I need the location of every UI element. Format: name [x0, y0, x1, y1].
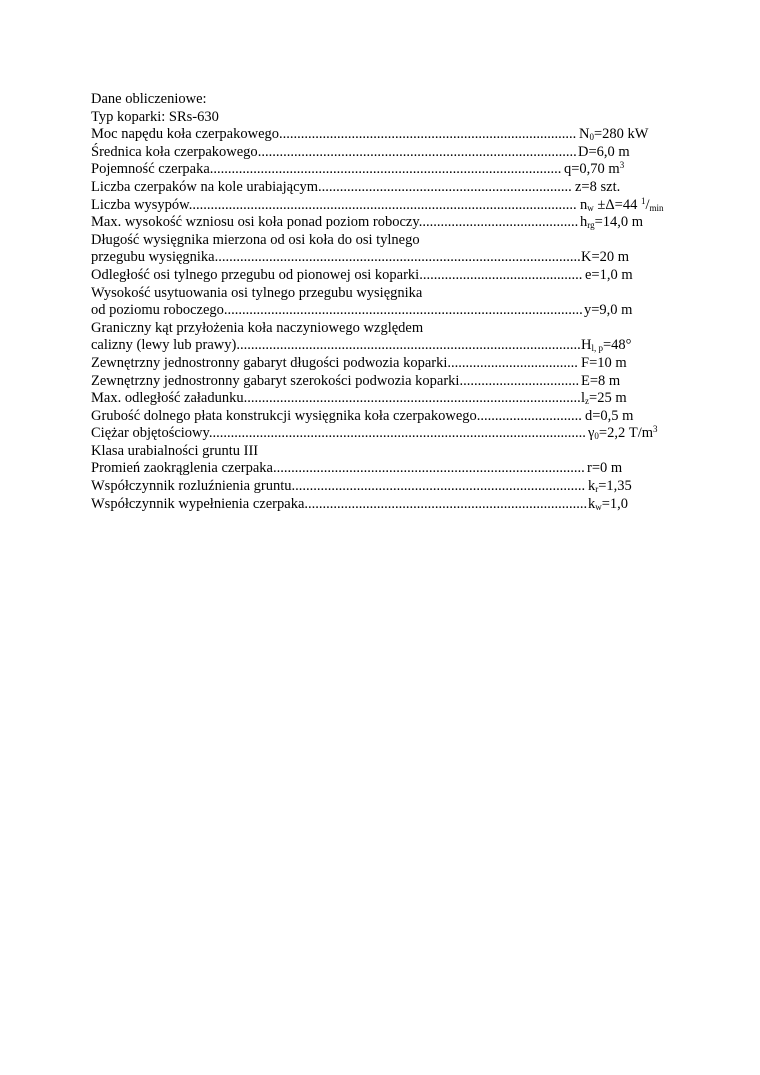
- value-subscript: min: [649, 202, 664, 213]
- excavator-type: Typ koparki: SRs-630: [91, 108, 219, 125]
- parameter-label: Średnica koła czerpakowego: [91, 143, 258, 160]
- value-subscript: rg: [587, 220, 595, 231]
- value-symbol: y=9,0 m: [584, 302, 633, 319]
- value-symbol: r=0 m: [587, 460, 623, 477]
- parameter-label: Grubość dolnego płata konstrukcji wysięgnika koła czerpakowego: [91, 407, 477, 424]
- parameter-label: calizny (lewy lub prawy): [91, 337, 237, 354]
- parameter-value: [581, 249, 629, 267]
- value-text: =48°: [603, 337, 632, 354]
- value-text: =25 m: [589, 390, 627, 407]
- text-line: Klasa urabialności gruntu III: [91, 442, 259, 459]
- dot-leader: .............................................................................................: [243, 390, 581, 407]
- parameter-label: Zewnętrzny jednostronny gabaryt długości podwozia koparki: [91, 354, 448, 371]
- value-symbol: H: [581, 337, 592, 354]
- parameter-label: Współczynnik rozluźnienia gruntu: [91, 478, 292, 495]
- value-superscript: 3: [653, 424, 658, 435]
- value-superscript: 1: [640, 195, 646, 206]
- value-symbol: E=8 m: [581, 372, 621, 389]
- parameter-value: [584, 302, 632, 320]
- value-text: =1,35: [598, 478, 632, 495]
- value-symbol: n: [580, 196, 588, 213]
- value-subscript: r: [595, 484, 599, 495]
- dot-leader: ...........................................................................................................: [188, 196, 577, 213]
- value-symbol: q=0,70 m: [564, 161, 620, 178]
- value-symbol: K=20 m: [581, 249, 630, 266]
- value-subscript: z: [585, 396, 590, 407]
- parameter-label: przegubu wysięgnika: [91, 249, 215, 266]
- parameter-value: [581, 390, 627, 408]
- parameter-label: Promień zaokrąglenia czerpaka: [91, 460, 273, 477]
- parameter-value: [588, 496, 628, 514]
- parameter-row: [91, 143, 630, 162]
- parameter-value: [564, 161, 624, 179]
- parameter-value: [588, 425, 658, 443]
- parameter-value: [581, 373, 620, 391]
- dot-leader: ....................................: [447, 354, 578, 371]
- parameter-label: Max. wysokość wzniosu osi koła ponad poziom roboczy: [91, 214, 419, 231]
- parameter-value: [587, 460, 622, 478]
- dot-leader: ......................................................................: [318, 178, 572, 195]
- parameter-row: [91, 372, 621, 391]
- parameter-row: [91, 424, 658, 443]
- value-symbol: h: [580, 214, 588, 231]
- value-text: =14,0 m: [594, 214, 644, 231]
- parameter-row: [91, 337, 632, 355]
- parameter-label: Liczba czerpaków na kole urabiającym: [91, 178, 319, 195]
- parameter-label: Moc napędu koła czerpakowego: [91, 126, 280, 143]
- parameter-label: Liczba wysypów: [91, 196, 189, 213]
- value-symbol: k: [588, 478, 596, 495]
- value-symbol: N: [579, 126, 590, 143]
- value-text: /: [645, 196, 650, 213]
- dot-leader: ......................................................................................: [272, 460, 585, 477]
- parameter-label: Pojemność czerpaka: [91, 161, 210, 178]
- dot-leader: ........................................................................................: [257, 143, 577, 160]
- value-symbol: D=6,0 m: [578, 143, 630, 160]
- text-line: Długość wysięgnika mierzona od osi koła do osi tylnego: [91, 231, 420, 248]
- text-line: Graniczny kąt przyłożenia koła naczyniowego względem: [91, 319, 424, 336]
- parameter-row: [91, 478, 632, 496]
- parameter-value: [575, 179, 620, 197]
- dot-leader: .................................: [459, 372, 580, 389]
- value-symbol: γ: [588, 425, 595, 442]
- value-symbol: l: [581, 390, 586, 407]
- value-text: ±Δ=44: [593, 196, 641, 213]
- parameter-row: [91, 249, 630, 267]
- value-symbol: F=10 m: [581, 354, 627, 371]
- dot-leader: .................................................................................: [291, 478, 586, 495]
- parameter-value: [588, 478, 632, 496]
- dot-leader: ...............................................................................................: [236, 337, 581, 354]
- value-symbol: k: [588, 495, 596, 512]
- value-subscript: 0: [589, 132, 594, 143]
- parameter-row: [91, 354, 627, 373]
- parameter-value: [585, 408, 633, 426]
- dot-leader: ...................................................................................................: [223, 302, 583, 319]
- parameter-row: [91, 160, 625, 179]
- parameter-label: Odległość osi tylnego przegubu od pionowej osi koparki: [91, 266, 420, 283]
- value-text: =1,0: [601, 495, 629, 512]
- dot-leader: ............................................: [418, 214, 579, 231]
- parameter-value: [580, 214, 643, 232]
- value-symbol: d=0,5 m: [585, 407, 634, 424]
- parameter-label: od poziomu roboczego: [91, 302, 224, 319]
- value-superscript: 3: [619, 160, 625, 171]
- dot-leader: ........................................................................................................: [208, 425, 586, 442]
- parameter-row: [91, 178, 621, 197]
- parameter-value: [585, 267, 633, 285]
- value-text: =2,2 T/m: [598, 425, 654, 442]
- parameter-label: Zewnętrzny jednostronny gabaryt szerokości podwozia koparki: [91, 372, 460, 389]
- value-text: =280 kW: [593, 126, 649, 143]
- parameter-row: [91, 126, 649, 144]
- value-subscript: w: [595, 501, 602, 512]
- parameter-value: [578, 144, 630, 162]
- dot-leader: .....................................................................................................: [214, 249, 581, 266]
- parameter-label: Współczynnik wypełnienia czerpaka: [91, 495, 305, 512]
- parameter-row: [91, 214, 644, 232]
- parameter-row: [91, 390, 627, 408]
- parameter-value: [580, 197, 664, 215]
- parameter-row: [91, 266, 633, 285]
- dot-leader: .............................................: [419, 266, 583, 283]
- parameter-row: [91, 460, 623, 478]
- dot-leader: .................................................................................................: [209, 161, 562, 178]
- parameter-value: [581, 355, 627, 373]
- parameter-value: [579, 126, 648, 144]
- value-subscript: l, p: [591, 343, 603, 354]
- dot-leader: ..................................................................................: [279, 126, 577, 143]
- dot-leader: ..............................................................................: [304, 495, 588, 512]
- parameter-label: Ciężar objętościowy: [91, 425, 209, 442]
- dot-leader: .............................: [476, 407, 582, 424]
- parameter-row: [91, 407, 634, 426]
- value-subscript: w: [587, 202, 594, 213]
- parameter-row: [91, 302, 633, 320]
- parameter-row: [91, 495, 629, 514]
- text-line: Wysokość usytuowania osi tylnego przegubu wysięgnika: [91, 284, 423, 301]
- value-subscript: 0: [594, 431, 599, 442]
- parameter-label: Max. odległość załadunku: [91, 390, 244, 407]
- value-symbol: z=8 szt.: [575, 178, 621, 195]
- parameter-value: [581, 337, 631, 355]
- value-symbol: e=1,0 m: [585, 266, 633, 283]
- section-header: Dane obliczeniowe:: [91, 91, 207, 107]
